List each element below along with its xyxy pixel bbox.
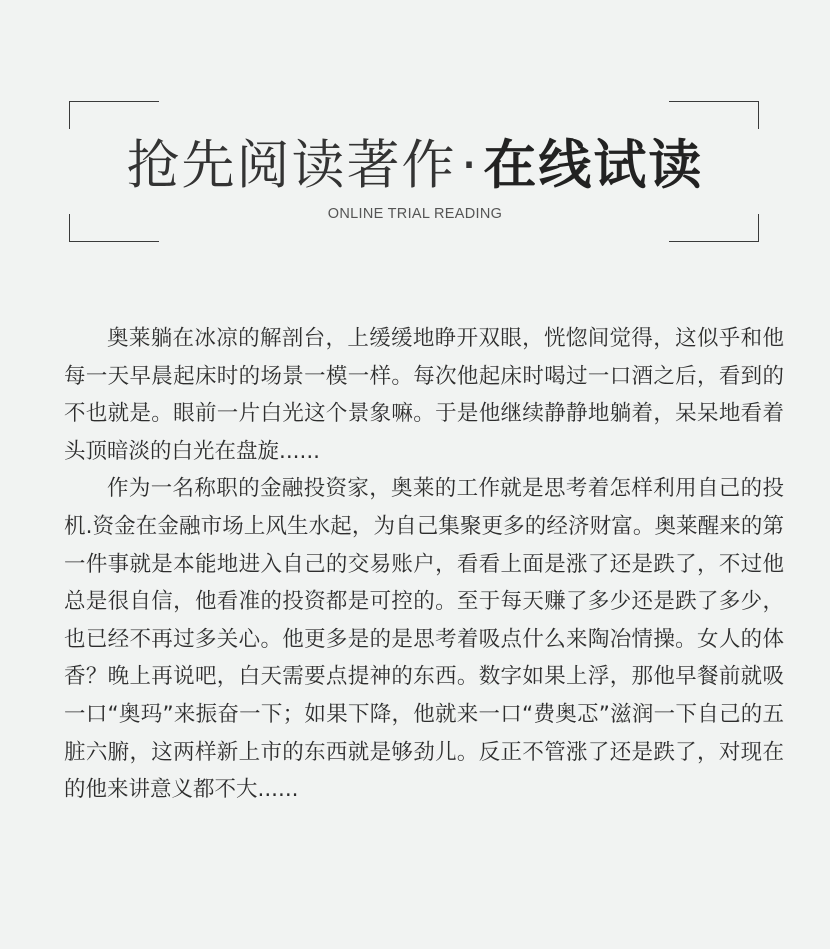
paragraph-1: 奥莱躺在冰凉的解剖台，上缓缓地睁开双眼，恍惚间觉得，这似乎和他每一天早晨起床时的场景一模一样。每次他起床时喝过一口酒之后，看到的不也就是。眼前一片白光这个景象嘛。于是他继续静静地躺着，呆呆地看着头顶暗淡的白光在盘旋......	[64, 326, 784, 464]
title-separator: ·	[460, 135, 480, 196]
title-bold-part: 在线试读	[483, 135, 704, 196]
page-title	[0, 126, 830, 206]
title-light-part: 抢先阅读著作	[126, 135, 457, 196]
frame-corner-top-left	[69, 101, 159, 129]
frame-corner-top-right	[669, 101, 759, 129]
paragraph-2: 作为一名称职的金融投资家，奥莱的工作就是思考着怎样利用自己的投机.资金在金融市场上风生水起，为自己集聚更多的经济财富。奥莱醒来的第一件事就是本能地进入自己的交易账户，看看上面是涨了还是跌了，不过他总是很自信，他看准的投资都是可控的。至于每天赚了多少还是跌了多少，也已经不再过多关心。他更多是的是思考着吸点什么来陶冶情操。女人的体香？晚上再说吧，白天需要点提神的东西。数字如果上浮，那他早餐前就吸一口“奥玛”来振奋一下；如果下降，他就来一口“费奥忑”滋润一下自己的五脏六腑，这两样新上市的东西就是够劲儿。反正不管涨了还是跌了，对现在的他来讲意义都不大......	[64, 476, 784, 803]
header-frame	[0, 0, 830, 260]
article-body	[64, 320, 784, 809]
page-subtitle: ONLINE TRIAL READING	[327, 206, 503, 222]
